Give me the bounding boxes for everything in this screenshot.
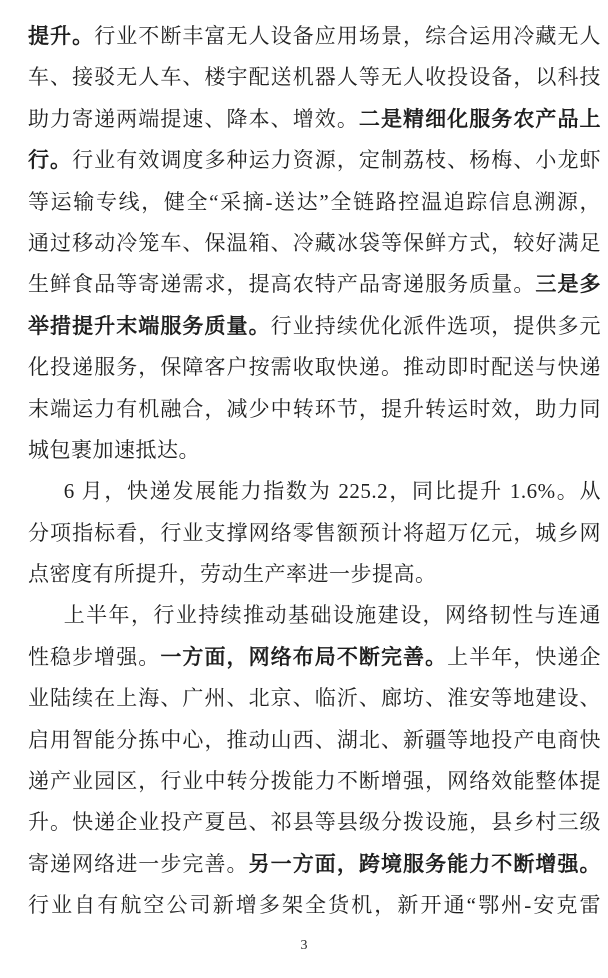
text-segment: 车、接驳无人车、楼宇配送机器人等无人收投设备，以科技 (28, 65, 601, 90)
text-segment: 通过移动冷笼车、保温箱、冷藏冰袋等保鲜方式，较好满足 (28, 230, 601, 255)
text-line (28, 844, 601, 885)
text-line (28, 140, 601, 181)
text-segment: 上半年，行业持续推动基础设施建设，网络韧性与连通 (63, 603, 601, 628)
text-segment: 6 月，快递发展能力指数为 225.2，同比提升 1.6%。从 (63, 479, 601, 504)
page-number: 3 (300, 938, 308, 953)
text-segment: 生鲜食品等寄递需求，提高农特产品寄递服务质量。 (28, 272, 536, 297)
text-segment: 行业不断丰富无人设备应用场景，综合运用冷藏无人 (94, 24, 602, 48)
text-segment: 启用智能分拣中心，推动山西、湖北、新疆等地投产电商快 (28, 727, 601, 752)
bold-text-segment: 另一方面，跨境服务能力不断增强。 (248, 851, 602, 876)
text-segment: 业陆续在上海、广州、北京、临沂、廊坊、淮安等地建设、 (28, 686, 601, 711)
text-segment: 升。快递企业投产夏邑、祁县等县级分拨设施，县乡村三级 (28, 810, 601, 835)
text-segment: 等运输专线，健全“采摘-送达”全链路控温追踪信息溯源， (28, 189, 601, 214)
text-segment: 助力寄递两端提速、降本、增效。 (28, 106, 359, 131)
bold-text-segment: 一方面，网络布局不断完善。 (160, 644, 448, 669)
text-line (28, 761, 601, 802)
text-line (28, 306, 601, 347)
text-line (28, 637, 601, 678)
text-segment: 行业有效调度多种运力资源，定制荔枝、杨梅、小龙虾 (72, 148, 602, 173)
bold-text-segment: 提升。 (28, 24, 95, 48)
text-segment: 分项指标看，行业支撑网络零售额预计将超万亿元，城乡网 (28, 520, 601, 545)
text-segment: 点密度有所提升，劳动生产率进一步提高。 (28, 562, 437, 587)
text-line (28, 389, 601, 430)
body-text (28, 16, 601, 927)
text-line (28, 885, 601, 926)
text-line (28, 16, 601, 57)
text-segment: 递产业园区，行业中转分拨能力不断增强，网络效能整体提 (28, 769, 601, 794)
text-line (28, 802, 601, 843)
text-line (28, 513, 601, 554)
bold-text-segment: 行。 (28, 148, 73, 173)
text-segment: 化投递服务，保障客户按需收取快递。推动即时配送与快递 (28, 355, 601, 380)
text-segment: 行业自有航空公司新增多架全货机，新开通“鄂州-安克雷 (28, 893, 601, 918)
text-segment: 寄递网络进一步完善。 (28, 851, 249, 876)
text-line (28, 554, 601, 595)
text-line (28, 264, 601, 305)
text-segment: 行业持续优化派件选项，提供多元 (270, 313, 602, 338)
text-segment: 末端运力有机融合，减少中转环节，提升转运时效，助力同 (28, 396, 601, 421)
text-line (28, 347, 601, 388)
text-segment: 上半年，快递企 (447, 644, 602, 669)
text-line (28, 430, 601, 471)
bold-text-segment: 三是多 (535, 272, 602, 297)
text-line (28, 678, 601, 719)
text-line (28, 223, 601, 264)
text-segment: 城包裹加速抵达。 (28, 437, 200, 462)
bold-text-segment: 二是精细化服务农产品上 (358, 106, 602, 131)
bold-text-segment: 举措提升末端服务质量。 (28, 313, 271, 338)
text-line (28, 595, 601, 636)
text-segment: 性稳步增强。 (28, 644, 161, 669)
text-line (28, 720, 601, 761)
text-line (28, 99, 601, 140)
text-line (28, 182, 601, 223)
text-line (28, 57, 601, 98)
text-line (28, 471, 601, 512)
